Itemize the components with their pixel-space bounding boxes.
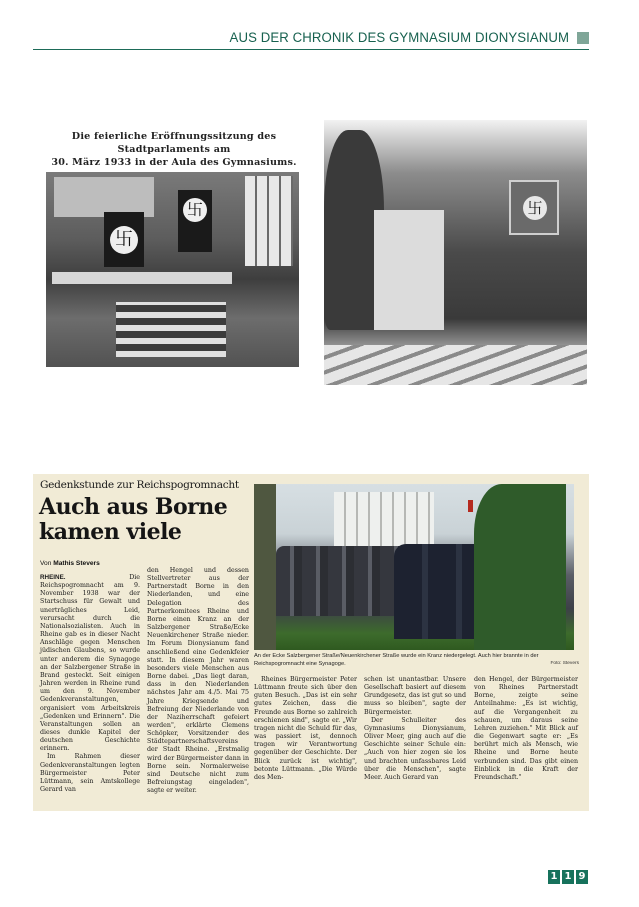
article-column-5 bbox=[474, 676, 578, 782]
delegate-desks bbox=[116, 302, 226, 357]
flag-right bbox=[178, 190, 212, 252]
headline-line-1: Auch aus Borne bbox=[39, 494, 228, 520]
hall-window bbox=[245, 176, 293, 266]
article-column-1 bbox=[40, 574, 140, 794]
assembly-hall-image bbox=[46, 172, 299, 367]
pavement-shadows bbox=[324, 345, 587, 385]
article-column-3 bbox=[254, 676, 357, 782]
caption-line-1: Die feierliche Eröffnungssitzung des Stadtparlaments am bbox=[71, 131, 277, 155]
wall-painting bbox=[54, 177, 154, 217]
caption-line-2: 30. März 1933 in der Aula des Gymnasiums. bbox=[51, 157, 297, 168]
swastika-emblem-icon: 卐 bbox=[110, 226, 138, 254]
article-column-2 bbox=[147, 567, 249, 795]
article-kicker: Gedenkstunde zur Reichspogromnacht bbox=[40, 479, 239, 491]
hedge bbox=[474, 484, 566, 650]
byline-author: Mathis Stevers bbox=[53, 560, 100, 567]
photo-credit: Foto: Stevers bbox=[550, 661, 579, 666]
headline-line-2: kamen viele bbox=[39, 519, 182, 545]
banner bbox=[509, 180, 559, 235]
byline-prefix: Von bbox=[40, 560, 52, 567]
presidium-table bbox=[52, 272, 232, 284]
historic-photo-parade bbox=[324, 120, 587, 385]
page-digit: 1 bbox=[548, 870, 560, 884]
paragraph bbox=[40, 574, 140, 753]
memorial-ceremony-photo bbox=[254, 484, 574, 650]
swastika-emblem-icon: 卐 bbox=[523, 196, 547, 220]
article-column-4 bbox=[364, 676, 466, 782]
war-memorial bbox=[374, 210, 444, 330]
paragraph: Der Schulleiter des Gymnasiums Dionysianum, Oliver Meer, ging auch auf die Geschichte seiner Schule ein: „Auch von hier zogen sie los und brachten unfassbares Leid über die Menschen", sagte Meer. Auch Gerard van bbox=[364, 716, 466, 781]
dateline: RHEINE. bbox=[40, 574, 66, 581]
building bbox=[334, 492, 434, 547]
photo-caption: An der Ecke Salzbergener Straße/Neuenkirchener Straße wurde ein Kranz niedergelegt. Auch hier brannte in der Reichspogromnacht eine Synagoge. bbox=[254, 653, 539, 668]
traffic-light bbox=[468, 500, 473, 512]
article-byline bbox=[40, 560, 100, 567]
page-digit: 9 bbox=[576, 870, 588, 884]
section-title: AUS DER CHRONIK DES GYMNASIUM DIONYSIANUM bbox=[229, 30, 569, 46]
paragraph: den Hengel, der Bürgermeister von Rheines Partnerstadt Borne, zeigte seine Anteilnahme: „Es ist wichtig, auf die Vergangenheit zu schauen, um daraus seine Lehren zuziehen." Mit Blick auf die Gegenwart sagte er: „Es berührt mich als Mensch, wie Rheine und Borne heute verbunden sind. Das gibt einen Einblick in die Kraft der Freundschaft." bbox=[474, 676, 578, 781]
flag-left bbox=[104, 212, 144, 267]
memorial-stone bbox=[254, 484, 276, 650]
page-number bbox=[548, 870, 588, 884]
header-square-marker bbox=[577, 32, 589, 44]
paragraph: schen ist unantastbar. Unsere Gesellschaft basiert auf diesem Grundgesetz, das ist gut so und muss so bleiben", sagte der Bürgermeister. bbox=[364, 676, 466, 716]
historic-photo-caption bbox=[34, 130, 314, 169]
section-header bbox=[33, 28, 589, 50]
paragraph: Im Rahmen dieser Gedenkveranstaltungen legten Bürgermeister Peter Lüttmann, sein Amtskollege Gerard van bbox=[40, 753, 140, 794]
article-headline bbox=[39, 495, 249, 545]
paragraph-text: Die Reichspogromnacht am 9. November 1938 war der Startschuss für Gewalt und unerträgliches Leid, verursacht durch die Nationalsozialisten. Auch in Rheine gab es in dieser Nacht Anschläge gegen Menschen jüdischen Glaubens, so wurde unter anderem die Synagoge an der Salzbergener Straße in Brand gesteckt. Seit einigen Jahren werden in Rheine rund um den 9. November Gedenkveranstaltungen, organisiert vom Arbeitskreis „Gedenken und Erinnern". Die Veranstaltungen sollen an dieses dunkle Kapitel der deutschen Geschichte erinnern. bbox=[40, 574, 140, 753]
historic-photo-assembly bbox=[34, 120, 314, 382]
paragraph: Rheines Bürgermeister Peter Lüttmann freute sich über den guten Besuch. „Das ist ein sehr gutes Zeichen, dass die Freunde aus Borne so zahlreich erschienen sind", sagte er. „Wir tragen nicht die Schuld für das, was passiert ist, dennoch tragen wir Verantwortung gegenüber der Geschichte. Der Blick zurück ist wichtig", betonte Lüttmann. „Die Würde des Men- bbox=[254, 676, 357, 781]
paragraph: den Hengel und dessen Stellvertreter aus der Partnerstadt Borne in den Niederlanden, und eine Delegation des Partnerkomitees Rheine und Borne einen Kranz an der Salzbergener Straße/Ecke Neuenkirchener Straße nieder. Im Forum Dionysianum fand anschließend eine Gedenkfeier statt. In diesem Jahr waren besonders viele Menschen aus Borne dabei. „Das liegt daran, dass in den Niederlanden nächstes Jahr am 4./5. Mai 75 Jahre Kriegsende und Befreiung der Niederlande von der Naziherrschaft gefeiert werden", erklärte Clemens Schöpker, Vorsitzender des Städtepartnerschaftsvereins der Stadt Rheine. „Erstmalig wird der Bürgermeister dann in Borne sein. Normalerweise sind Deutsche nicht zum Befreiungstag eingeladen", sagte er weiter. bbox=[147, 567, 249, 795]
swastika-emblem-icon: 卐 bbox=[183, 198, 207, 222]
article-box bbox=[33, 474, 589, 811]
page-digit: 1 bbox=[562, 870, 574, 884]
